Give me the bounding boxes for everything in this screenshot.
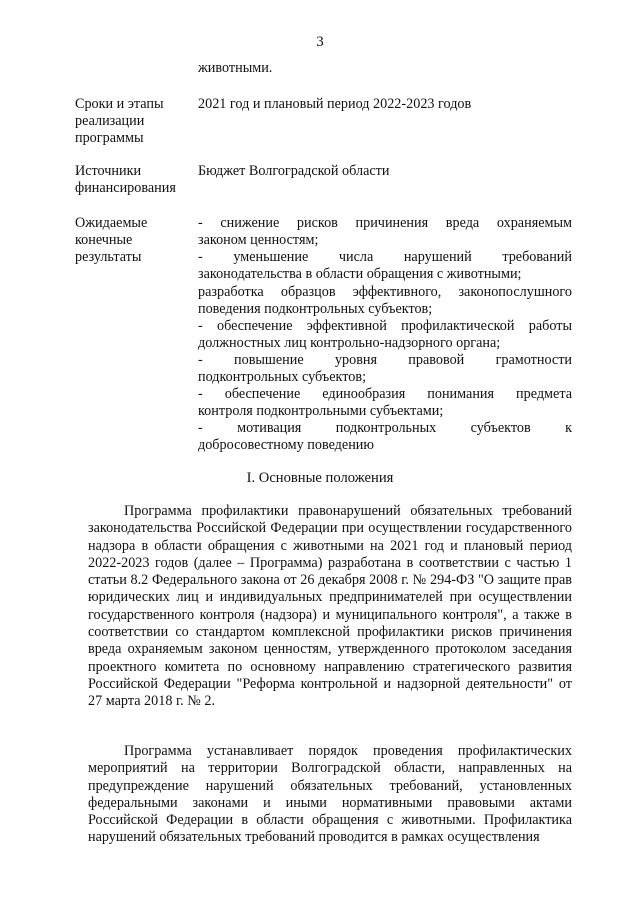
row-value-line: Бюджет Волгоградской области: [198, 163, 390, 179]
result-line: поведения подконтрольных субъектов;: [198, 301, 433, 317]
body-paragraph: Программа профилактики правонарушений обязательных требований законодательства Российской Федерации при осуществлении государственного надзора в области обращения с животными на 2021 год и плановый период 2022-2023 годов (далее – Программа) разработана в соответствии с частью 1 статьи 8.2 Федерального закона от 26 декабря 2008 г. № 294-ФЗ "О защите прав юридических лиц и индивидуальных предпринимателей при осуществлении государственного контроля (надзора) и муниципального контроля", а также в соответствии со стандартом комплексной профилактики рисков причинения вреда охраняемым законом ценностям, утвержденного протоколом заседания проектного комитета по основному направлению стратегического развития Российской Федерации "Реформа контрольной и надзорной деятельности" от 27 марта 2018 г. № 2.: [88, 503, 572, 710]
result-line: подконтрольных субъектов;: [198, 369, 367, 385]
result-line: - мотивация подконтрольных субъектов к: [198, 420, 572, 436]
result-line: законодательства в области обращения с животными;: [198, 266, 522, 282]
row-label-line: конечные: [75, 232, 133, 248]
row-label-line: Ожидаемые: [75, 215, 148, 231]
row-label-line: Источники: [75, 163, 142, 179]
body-paragraph: Программа устанавливает порядок проведения профилактических мероприятий на территории Волгоградской области, направленных на предупреждение нарушений обязательных требований, установленных федеральными законами и иными нормативными правовыми актами Российской Федерации в области обращения с животными. Профилактика нарушений обязательных требований проводится в рамках осуществления: [88, 743, 572, 846]
row-label-line: финансирования: [75, 180, 176, 196]
row-value-line: 2021 год и плановый период 2022-2023 годов: [198, 96, 472, 112]
row-label-line: результаты: [75, 249, 142, 265]
result-line: - снижение рисков причинения вреда охраняемым: [198, 215, 572, 231]
section-heading: I. Основные положения: [246, 470, 394, 486]
result-line: - уменьшение числа нарушений требований: [198, 249, 572, 265]
result-line: разработка образцов эффективного, законопослушного: [198, 284, 572, 300]
result-line: законом ценностям;: [198, 232, 319, 248]
result-line: - обеспечение эффективной профилактической работы: [198, 318, 572, 334]
result-line: добросовестному поведению: [198, 437, 374, 453]
page-number: 3: [316, 34, 324, 50]
row-label-line: реализации: [75, 113, 145, 129]
result-line: должностных лиц контрольно-надзорного органа;: [198, 335, 501, 351]
result-line: контроля подконтрольными субъектами;: [198, 403, 444, 419]
row-label-line: программы: [75, 130, 144, 146]
result-line: - повышение уровня правовой грамотности: [198, 352, 572, 368]
row-label-line: Сроки и этапы: [75, 96, 164, 112]
continuation-text: животными.: [198, 60, 273, 76]
result-line: - обеспечение единообразия понимания предмета: [198, 386, 572, 402]
